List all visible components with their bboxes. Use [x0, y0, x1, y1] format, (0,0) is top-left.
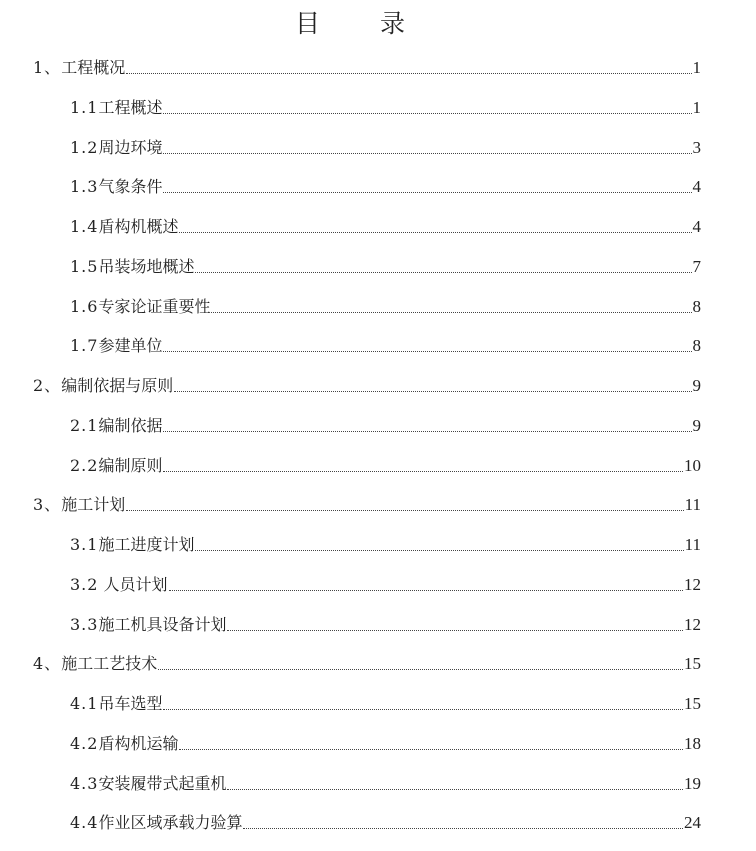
- toc-entry-heading: [70, 138, 162, 158]
- toc-entry-number: 3.2: [70, 574, 99, 594]
- toc-subsection-entry[interactable]: [70, 688, 701, 714]
- toc-page-number: 7: [692, 256, 701, 276]
- toc-entry-heading: [70, 456, 162, 476]
- toc-dot-leader: [163, 471, 683, 472]
- toc-page-number: 4: [692, 177, 701, 197]
- toc-entry-label: 施工计划: [61, 495, 126, 515]
- toc-page-number: 15: [684, 654, 701, 674]
- toc-entry-heading: [70, 774, 226, 794]
- toc-dot-leader: [158, 669, 683, 670]
- toc-entry-heading: [70, 575, 168, 595]
- toc-page-number: 9: [692, 376, 701, 395]
- toc-page-number: 11: [684, 495, 701, 515]
- toc-entry-number: 1.1: [70, 97, 99, 117]
- toc-section-entry[interactable]: [33, 370, 701, 396]
- toc-page-number: 24: [684, 813, 701, 833]
- toc-entry-heading: [33, 654, 157, 674]
- toc-entry-number: 3.1: [70, 535, 99, 554]
- toc-entry-heading: [70, 336, 162, 356]
- toc-subsection-entry[interactable]: [70, 251, 701, 277]
- toc-dot-leader: [195, 272, 691, 273]
- toc-entry-heading: [70, 217, 178, 237]
- toc-page-number: 9: [692, 415, 701, 435]
- toc-entry-label: 安装履带式起重机: [98, 773, 227, 793]
- toc-page-number: 4: [692, 217, 701, 236]
- toc-entry-label: 盾构机运输: [98, 733, 179, 753]
- toc-subsection-entry[interactable]: [70, 330, 701, 356]
- toc-entry-number: 1.7: [70, 336, 99, 356]
- toc-dot-leader: [179, 232, 691, 233]
- toc-entry-number: 4.2: [70, 733, 99, 753]
- toc-entry-heading: [70, 813, 242, 833]
- toc-subsection-entry[interactable]: [70, 768, 701, 794]
- toc-dot-leader: [243, 828, 683, 829]
- toc-entry-label: 专家论证重要性: [98, 296, 211, 316]
- toc-entry-label: 施工工艺技术: [61, 654, 158, 674]
- toc-page-number: 11: [684, 535, 701, 554]
- toc-subsection-entry[interactable]: [70, 728, 701, 754]
- toc-entry-number: 1.2: [70, 137, 99, 157]
- toc-page-number: 19: [684, 773, 701, 793]
- toc-entry-label: 编制原则: [98, 455, 163, 475]
- toc-page-number: 18: [684, 733, 701, 753]
- toc-entry-label: 盾构机概述: [98, 217, 179, 236]
- toc-dot-leader: [126, 510, 683, 511]
- toc-entry-number: 1.4: [70, 217, 99, 236]
- toc-subsection-entry[interactable]: [70, 807, 701, 833]
- toc-dot-leader: [169, 590, 683, 591]
- toc-dot-leader: [227, 630, 683, 631]
- toc-entry-heading: [70, 734, 178, 754]
- toc-entry-label: 人员计划: [98, 574, 168, 594]
- toc-subsection-entry[interactable]: [70, 529, 701, 555]
- toc-entry-number: 3、: [33, 495, 62, 515]
- toc-entry-heading: [70, 416, 162, 436]
- toc-entry-number: 2、: [33, 376, 62, 395]
- toc-entry-heading: [70, 257, 194, 277]
- toc-entry-heading: [33, 58, 125, 78]
- toc-entry-heading: [70, 98, 162, 118]
- toc-entry-label: 施工进度计划: [98, 535, 195, 554]
- toc-dot-leader: [179, 749, 683, 750]
- toc-page-number: 15: [684, 694, 701, 713]
- toc-entry-label: 编制依据: [98, 415, 163, 435]
- toc-entry-heading: [70, 694, 162, 714]
- toc-entry-label: 周边环境: [98, 137, 163, 157]
- toc-dot-leader: [163, 709, 683, 710]
- toc-entry-number: 1.6: [70, 296, 99, 316]
- toc-dot-leader: [163, 431, 691, 432]
- toc-page-number: 8: [692, 296, 701, 316]
- toc-entry-heading: [70, 615, 226, 635]
- toc-entry-label: 吊车选型: [98, 694, 163, 713]
- toc-entry-heading: [70, 177, 162, 197]
- toc-title: 目 录: [295, 9, 431, 38]
- toc-page-number: 12: [684, 574, 701, 594]
- toc-entry-label: 参建单位: [98, 336, 163, 356]
- toc-dot-leader: [211, 312, 691, 313]
- toc-page-number: 12: [684, 614, 701, 634]
- toc-entry-label: 施工机具设备计划: [98, 614, 227, 634]
- toc-entry-heading: [70, 297, 210, 317]
- toc-entry-label: 气象条件: [98, 177, 163, 197]
- toc-page-number: 10: [684, 455, 701, 475]
- toc-entry-number: 4、: [33, 654, 62, 674]
- toc-entry-number: 1.3: [70, 177, 99, 197]
- toc-subsection-entry[interactable]: [70, 211, 701, 237]
- toc-dot-leader: [126, 73, 691, 74]
- toc-dot-leader: [174, 391, 691, 392]
- toc-page-number: 8: [692, 336, 701, 356]
- toc-subsection-entry[interactable]: [70, 410, 701, 436]
- toc-subsection-entry[interactable]: [70, 450, 701, 476]
- toc-entry-number: 1、: [33, 58, 62, 77]
- toc-subsection-entry[interactable]: [70, 92, 701, 118]
- toc-dot-leader: [163, 351, 691, 352]
- toc-dot-leader: [163, 153, 691, 154]
- toc-subsection-entry[interactable]: [70, 171, 701, 197]
- toc-entry-number: 3.3: [70, 614, 99, 634]
- toc-entry-number: 1.5: [70, 256, 99, 276]
- toc-entry-heading: [70, 535, 194, 555]
- toc-subsection-entry[interactable]: [70, 609, 701, 635]
- toc-entry-label: 作业区域承载力验算: [98, 813, 243, 833]
- toc-subsection-entry[interactable]: [70, 132, 701, 158]
- toc-entry-label: 工程概况: [61, 58, 126, 77]
- toc-entry-number: 4.4: [70, 813, 99, 833]
- toc-subsection-entry[interactable]: [70, 569, 701, 595]
- toc-entry-label: 编制依据与原则: [61, 376, 174, 395]
- toc-entry-number: 4.3: [70, 773, 99, 793]
- toc-dot-leader: [163, 113, 691, 114]
- toc-section-entry[interactable]: [33, 648, 701, 674]
- toc-page-number: 3: [692, 137, 701, 157]
- toc-dot-leader: [227, 789, 683, 790]
- toc-entry-number: 4.1: [70, 694, 99, 713]
- toc-entry-heading: [33, 495, 125, 515]
- toc-section-entry[interactable]: [33, 489, 701, 515]
- toc-dot-leader: [163, 192, 691, 193]
- toc-page-number: 1: [692, 58, 701, 77]
- toc-entry-heading: [33, 376, 173, 396]
- toc-entry-number: 2.1: [70, 415, 99, 435]
- toc-entry-number: 2.2: [70, 455, 99, 475]
- toc-entry-label: 工程概述: [98, 97, 163, 117]
- toc-subsection-entry[interactable]: [70, 291, 701, 317]
- toc-section-entry[interactable]: [33, 52, 701, 78]
- toc-entry-label: 吊装场地概述: [98, 256, 195, 276]
- toc-dot-leader: [195, 550, 683, 551]
- toc-page-number: 1: [692, 97, 701, 117]
